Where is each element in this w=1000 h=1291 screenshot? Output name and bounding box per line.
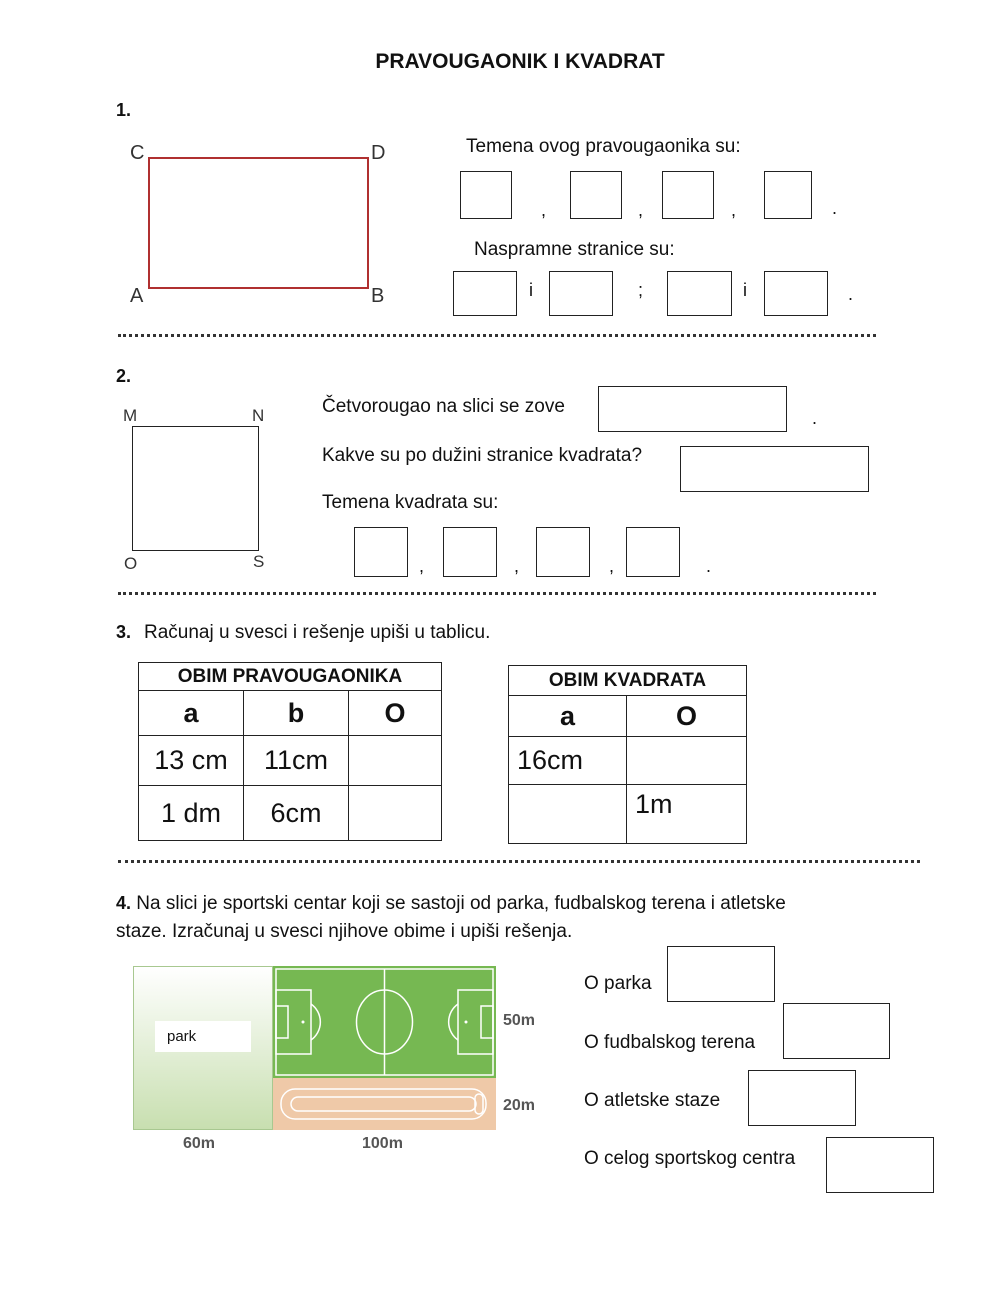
section-3-instruction: Računaj u svesci i rešenje upiši u tablicu. — [144, 622, 491, 643]
field-perimeter-answer-box[interactable] — [783, 1003, 890, 1059]
opposite-side-box-1[interactable] — [453, 271, 517, 316]
vertices-question: Temena ovog pravougaonika su: — [466, 136, 741, 157]
vertex-answer-box-3[interactable] — [662, 171, 714, 219]
square-vertex-box-2[interactable] — [443, 527, 497, 577]
section-divider — [118, 860, 920, 863]
answer-cell[interactable] — [627, 737, 747, 785]
period: . — [832, 198, 838, 218]
table-cell: 6cm — [244, 786, 349, 841]
right-penalty-spot — [465, 1021, 468, 1024]
section-divider — [118, 334, 876, 337]
rectangle-perimeter-table — [138, 662, 442, 841]
table-cell: 1m — [627, 785, 747, 844]
opposite-side-box-3[interactable] — [667, 271, 732, 316]
vertex-m: M — [123, 406, 138, 425]
table-cell: 13 cm — [139, 736, 244, 786]
park-perimeter-answer-box[interactable] — [667, 946, 775, 1002]
left-penalty-spot — [302, 1021, 305, 1024]
comma: , — [638, 200, 644, 220]
vertex-answer-box-1[interactable] — [460, 171, 512, 219]
table-title: OBIM PRAVOUGAONIKA — [139, 663, 442, 691]
track-perimeter-answer-box[interactable] — [748, 1070, 856, 1126]
and-word: i — [529, 280, 533, 300]
section-2-number: 2. — [116, 366, 132, 386]
section-divider — [118, 592, 876, 595]
section-4-text — [116, 893, 786, 915]
column-header: b — [244, 691, 349, 736]
vertex-o: O — [124, 554, 138, 573]
total-perimeter-label: O celog sportskog centra — [584, 1148, 796, 1169]
football-field-and-track — [273, 966, 496, 1130]
dimension-park-width: 60m — [183, 1135, 216, 1152]
vertex-d: D — [371, 142, 386, 164]
page-title: PRAVOUGAONIK I KVADRAT — [375, 50, 665, 73]
shape-name-question: Četvorougao na slici se zove — [322, 396, 565, 417]
section-1-number: 1. — [116, 100, 132, 120]
period: . — [848, 284, 854, 304]
side-length-question: Kakve su po dužini stranice kvadrata? — [322, 445, 643, 466]
column-header: a — [509, 696, 627, 737]
comma: , — [731, 200, 737, 220]
table-cell: 16cm — [509, 737, 627, 785]
rectangle-figure — [148, 157, 369, 289]
period: . — [706, 556, 712, 576]
section-4-text-line1: Na slici je sportski centar koji se sastoji od parka, fudbalskog terena i atletske — [136, 893, 786, 914]
section-4-text-line2: staze. Izračunaj u svesci njihove obime i upiši rešenja. — [116, 921, 573, 942]
section-3-number: 3. — [116, 622, 132, 642]
opposite-side-box-4[interactable] — [764, 271, 828, 316]
dimension-field-width: 100m — [362, 1135, 403, 1152]
field-perimeter-label: O fudbalskog terena — [584, 1032, 756, 1053]
and-word: i — [743, 280, 747, 300]
dimension-track-height: 20m — [503, 1097, 536, 1114]
semicolon: ; — [638, 280, 644, 300]
vertex-answer-box-2[interactable] — [570, 171, 622, 219]
vertex-a: A — [130, 285, 144, 307]
column-header: O — [627, 696, 747, 737]
period: . — [812, 408, 818, 428]
park-perimeter-label: O parka — [584, 973, 652, 994]
side-length-answer-box[interactable] — [680, 446, 869, 492]
vertex-n: N — [252, 406, 265, 425]
answer-cell[interactable] — [349, 736, 442, 786]
table-title: OBIM KVADRATA — [509, 666, 747, 696]
answer-cell[interactable] — [349, 786, 442, 841]
comma: , — [419, 556, 425, 576]
square-vertex-box-1[interactable] — [354, 527, 408, 577]
square-figure — [132, 426, 259, 551]
column-header: a — [139, 691, 244, 736]
opposite-sides-question: Naspramne stranice su: — [474, 239, 675, 260]
column-header: O — [349, 691, 442, 736]
park-label: park — [155, 1021, 251, 1052]
table-cell: 1 dm — [139, 786, 244, 841]
shape-name-answer-box[interactable] — [598, 386, 787, 432]
vertex-answer-box-4[interactable] — [764, 171, 812, 219]
square-perimeter-table — [508, 665, 747, 844]
dimension-field-height: 50m — [503, 1012, 536, 1029]
square-vertex-box-4[interactable] — [626, 527, 680, 577]
answer-cell[interactable] — [509, 785, 627, 844]
comma: , — [609, 556, 615, 576]
vertex-c: C — [130, 142, 145, 164]
square-vertex-box-3[interactable] — [536, 527, 590, 577]
comma: , — [541, 200, 547, 220]
opposite-side-box-2[interactable] — [549, 271, 613, 316]
vertex-b: B — [371, 285, 385, 307]
table-cell: 11cm — [244, 736, 349, 786]
comma: , — [514, 556, 520, 576]
total-perimeter-answer-box[interactable] — [826, 1137, 934, 1193]
track-perimeter-label: O atletske staze — [584, 1090, 721, 1111]
vertex-s: S — [253, 552, 265, 571]
section-4-number: 4. — [116, 893, 132, 913]
athletics-track — [273, 1078, 496, 1130]
square-vertices-question: Temena kvadrata su: — [322, 492, 499, 513]
